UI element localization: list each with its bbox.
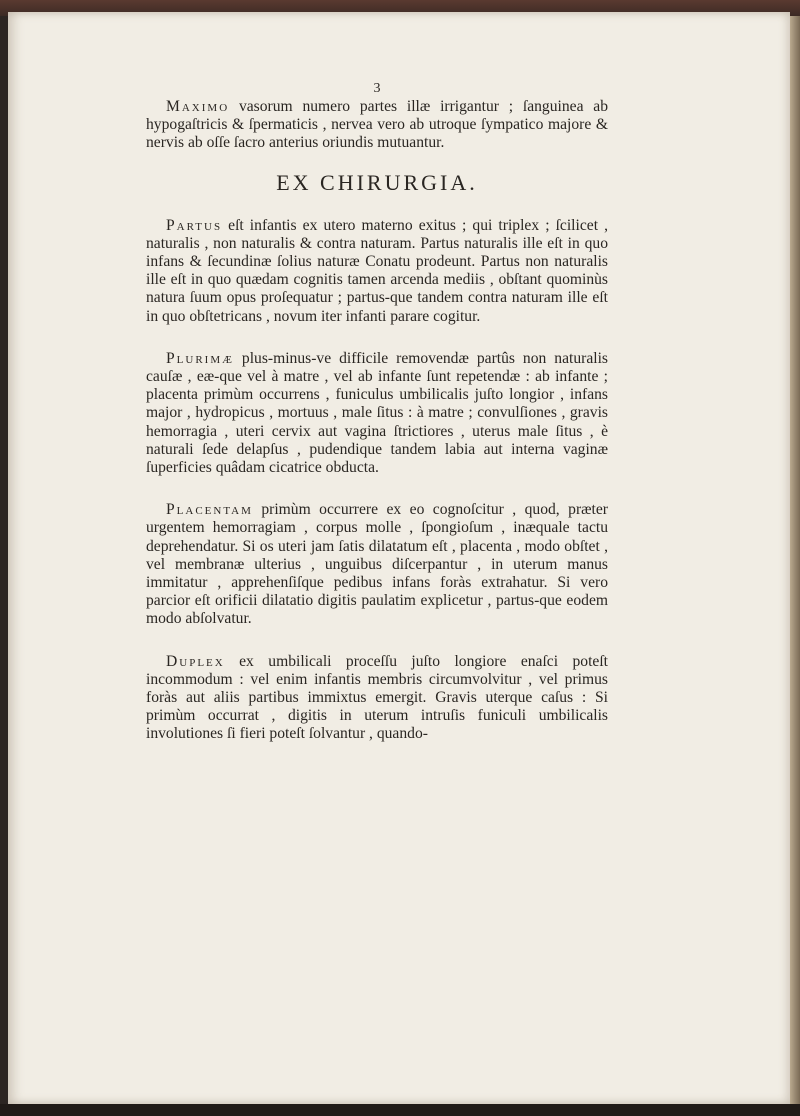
paragraph — [146, 217, 608, 326]
bottom-edge — [0, 1104, 800, 1116]
page-text — [146, 82, 608, 744]
page-number: 3 — [373, 81, 381, 96]
paragraph-text: primùm occurrere ex eo cognoſcitur , quod, præter urgentem hemorragiam , corpus molle , ſpongioſum , inæquale tactu deprehendatur. Si os uteri jam ſatis dilatatum eſt , placenta , modo obſtet , vel membranæ ulterius , unguibus diſcerpantur , in uterum manus immitatur , apprehenſiſque pedibus infans foràs extrahatur. Si vero parcior eſt orificii dilatatio digitis paulatim explicetur , partus-que eodem modo abſolvatur. — [146, 501, 608, 628]
paragraph-text: vasorum numero partes illæ irrigantur ; ſanguinea ab hypogaſtricis & ſpermaticis , nervea vero ab utroque ſympatico majore & nervis ab oſſe ſacro anterius oriundis mutuantur. — [146, 98, 608, 152]
page-edge — [790, 16, 800, 1106]
paragraph-lead: Plurimæ — [166, 349, 234, 367]
paragraph-lead: Partus — [166, 216, 223, 234]
paragraph-gap — [146, 326, 608, 350]
intro-paragraph — [146, 98, 608, 153]
paragraph-lead: Placentam — [166, 501, 253, 519]
paragraph-lead: Maximo — [166, 98, 230, 115]
paragraph — [146, 501, 608, 628]
paragraph — [146, 350, 608, 477]
section-title: EX CHIRURGIA. — [276, 169, 478, 195]
paragraph-text: plus-minus-ve difficile removendæ partûs non naturalis cauſæ , eæ-que vel à matre , vel ab infante ſunt repetendæ : ab infante ; placenta primùm occurrens , funiculus umbilicalis juſto longior , infans major , hydropicus , mortuus , male ſitus : à matre ; convulſiones , gravis hemorragia , uteri cervix aut vagina ſtrictiores , uterus male ſitus , è naturali ſede delapſus , pudendique tandem labia aut interna vaginæ ſuperficies quâdam cicatrice obducta. — [146, 349, 608, 477]
paragraph-lead: Duplex — [166, 652, 225, 670]
paragraph — [146, 653, 608, 744]
paragraph-gap — [146, 629, 608, 653]
paragraph-text: ex umbilicali proceſſu juſto longiore enaſci poteſt incommodum : vel enim infantis membris circumvolvitur , vel primus foràs aut aliis partibus immixtus emergit. Gravis uterque caſus : Si primùm occurrat , digitis in uterum intruſis funiculi umbilicalis involutiones ſi fieri poteſt ſolvantur , quando- — [146, 652, 608, 743]
paragraph-gap — [146, 477, 608, 501]
paragraph-text: eſt infantis ex utero materno exitus ; qui triplex ; ſcilicet , naturalis , non naturalis & contra naturam. Partus naturalis ille eſt in quo infans & ſecundinæ ſolius naturæ Conatu prodeunt. Partus non naturalis ille eſt in quo quædam cognitis tamen arcenda mediis , obſtant quominùs natura ſuum opus proſequatur ; partus-que tandem contra naturam ille eſt in quo obſtetricans , novum iter infanti parare cogitur. — [146, 216, 608, 325]
